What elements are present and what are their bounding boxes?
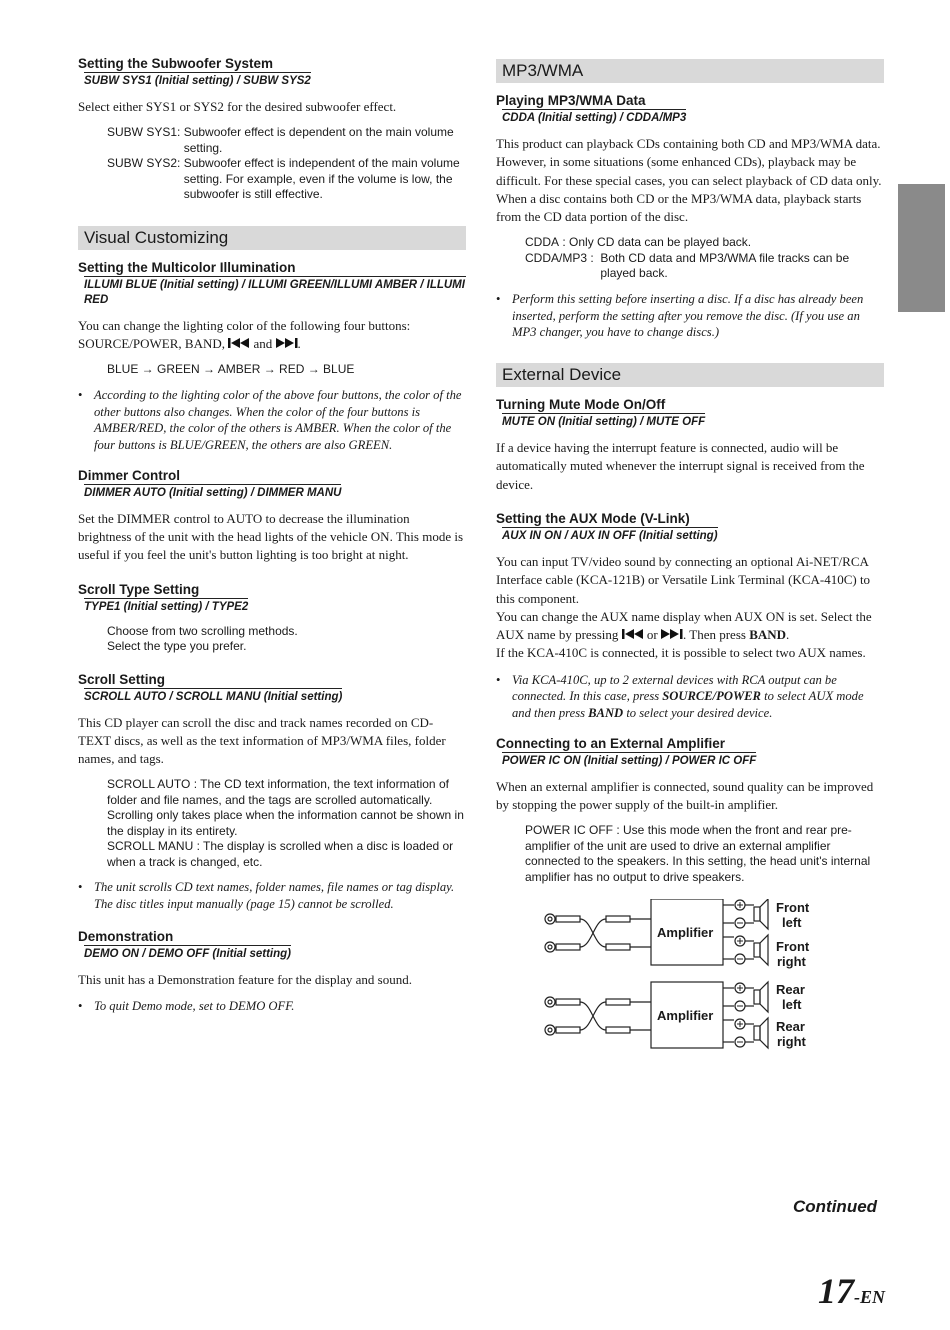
- multicolor-options: ILLUMI BLUE (Initial setting) / ILLUMI GREEN/ILLUMI AMBER / ILLUMI RED: [78, 276, 466, 308]
- aux-options: AUX IN ON / AUX IN OFF (Initial setting): [496, 527, 884, 544]
- visual-customizing-section-title: Visual Customizing: [78, 226, 466, 250]
- external-device-section-title: External Device: [496, 363, 884, 387]
- mute-options: MUTE ON (Initial setting) / MUTE OFF: [496, 413, 884, 430]
- rear-left-label: Rear: [776, 982, 805, 998]
- prev-track-icon: [228, 336, 250, 351]
- mp3-options: CDDA (Initial setting) / CDDA/MP3: [496, 109, 884, 126]
- front-right-label-2: right: [777, 954, 806, 970]
- scroll-heading: Scroll Setting: [78, 671, 166, 687]
- aux-heading: Setting the AUX Mode (V-Link): [496, 510, 690, 526]
- mp3-definitions: CDDA : Only CD data can be played back. CDDA/MP3 : Both CD data and MP3/WMA file tracks can be played back.: [525, 235, 850, 281]
- subwoofer-heading: Setting the Subwoofer System: [78, 56, 274, 71]
- mp3-heading: Playing MP3/WMA Data: [496, 93, 646, 108]
- rear-left-label-2: left: [782, 997, 802, 1013]
- dimmer-heading: Dimmer Control: [78, 467, 181, 483]
- rear-right-label: Rear: [776, 1019, 805, 1035]
- dimmer-options: DIMMER AUTO (Initial setting) / DIMMER MANU: [78, 484, 466, 501]
- subwoofer-body: Select either SYS1 or SYS2 for the desired subwoofer effect.: [78, 99, 397, 114]
- next-track-icon: [661, 627, 683, 642]
- amp-heading: Connecting to an External Amplifier: [496, 735, 726, 751]
- front-left-label-2: left: [782, 915, 802, 931]
- prev-track-icon: [622, 627, 644, 642]
- mp3-body: This product can playback CDs containing both CD and MP3/WMA data. However, in some situations (some enhanced CDs), playback may be difficult. For these special cases, you can select playback of CD data only. When a disc contains both CD or the MP3/WMA data, playback starts from the CD data portion of the disc.: [496, 136, 882, 225]
- demo-options: DEMO ON / DEMO OFF (Initial setting): [78, 945, 466, 962]
- amplifier-label-front: Amplifier: [657, 925, 714, 941]
- speaker-wiring-rear: [723, 982, 768, 1048]
- rca-connectors-front: [545, 914, 651, 952]
- aux-body: You can input TV/video sound by connecting an optional Ai-NET/RCA Interface cable (KCA-121B) or Versatile Link Terminal (KCA-410C) to this component. You can change the AUX name display when AUX ON is set. Select the AUX name by pressing or . Then press BAND. If the KCA-410C is connected, it is possible to select two AUX names.: [496, 553, 872, 661]
- subwoofer-options: SUBW SYS1 (Initial setting) / SUBW SYS2: [78, 72, 466, 89]
- speaker-wiring-front: [723, 899, 768, 965]
- demo-heading: Demonstration: [78, 928, 174, 944]
- chapter-tab: [898, 184, 945, 312]
- amp-body: When an external amplifier is connected, sound quality can be improved by stopping the power supply of the built-in amplifier.: [496, 778, 874, 813]
- mute-heading: Turning Mute Mode On/Off: [496, 397, 666, 413]
- amplifier-wiring-diagram: [536, 899, 816, 1059]
- page-number: 17-EN: [818, 1271, 885, 1311]
- color-sequence: BLUE → GREEN → AMBER → RED → BLUE: [107, 362, 355, 377]
- multicolor-body: You can change the lighting color of the following four buttons: SOURCE/POWER, BAND, and .: [78, 317, 411, 352]
- amp-definition: POWER IC OFF : Use this mode when the front and rear pre-amplifier of the unit are used to drive an external amplifier connected to the speakers. In this setting, the head unit's internal amplifier has no output to drive speakers.: [525, 823, 871, 884]
- scroll-type-options: TYPE1 (Initial setting) / TYPE2: [78, 598, 466, 615]
- amplifier-label-rear: Amplifier: [657, 1008, 714, 1024]
- front-left-label: Front: [776, 900, 810, 916]
- demo-note: • To quit Demo mode, set to DEMO OFF.: [78, 999, 295, 1014]
- mute-body: If a device having the interrupt feature is connected, audio will be automatically muted whenever the interrupt signal is received from the device.: [496, 440, 865, 492]
- right-column: [496, 59, 884, 1059]
- multicolor-heading: Setting the Multicolor Illumination: [78, 259, 296, 275]
- subwoofer-definitions: SUBW SYS1 : Subwoofer effect is dependent on the main volume setting. SUBW SYS2 : Subwoofer effect is independent of the main volume setting. For example, even if the volume is low, the subwoofer is still effective.: [107, 125, 460, 202]
- multicolor-note: • According to the lighting color of the above four buttons, the color of the other buttons also changes. When the color of the four buttons is AMBER/RED, the color of the others is AMBER. When the color of the four buttons is BLUE/GREEN, the others are also GREEN.: [78, 387, 462, 452]
- aux-note: • Via KCA-410C, up to 2 external devices with RCA output can be connected. In this case, press SOURCE/POWER to select AUX mode and then press BAND to select your desired device.: [496, 672, 864, 721]
- mp3-note: • Perform this setting before inserting a disc. If a disc has already been inserted, perform the setting after you remove the disc. (If you use an MP3 changer, you have to change discs.): [496, 291, 864, 340]
- scroll-type-heading: Scroll Type Setting: [78, 581, 200, 597]
- dimmer-body: Set the DIMMER control to AUTO to decrease the illumination brightness of the unit with the head lights of the vehicle ON. This mode is useful if you feel the unit's button lighting is too bright at night.: [78, 510, 464, 563]
- demo-body: This unit has a Demonstration feature for the display and sound.: [78, 971, 412, 987]
- scroll-note: • The unit scrolls CD text names, folder names, file names or tag display. The disc titles input manually (page 15) cannot be scrolled.: [78, 880, 455, 912]
- continued-label: Continued: [793, 1197, 878, 1216]
- scroll-options: SCROLL AUTO / SCROLL MANU (Initial setting): [78, 688, 466, 705]
- scroll-type-text: Choose from two scrolling methods. Select the type you prefer.: [107, 623, 298, 654]
- amp-options: POWER IC ON (Initial setting) / POWER IC OFF: [496, 752, 884, 769]
- left-column: [78, 56, 466, 1025]
- rca-connectors-rear: [545, 997, 651, 1035]
- scroll-body: This CD player can scroll the disc and track names recorded on CD-TEXT discs, as well as the text information of MP3/WMA files, folder names, and tags.: [78, 714, 446, 767]
- front-right-label: Front: [776, 939, 810, 955]
- scroll-definitions: SCROLL AUTO : The CD text information, the text information of folder and file names, and the tags are scrolled automatically. Scrolling only takes place when the information cannot be shown in the display in its entirety. SCROLL MANU : The display is scrolled when a disc is loaded or when a track is changed, etc.: [107, 777, 464, 869]
- next-track-icon: [276, 336, 298, 351]
- rear-right-label-2: right: [777, 1034, 806, 1050]
- mp3-section-title: MP3/WMA: [496, 59, 884, 83]
